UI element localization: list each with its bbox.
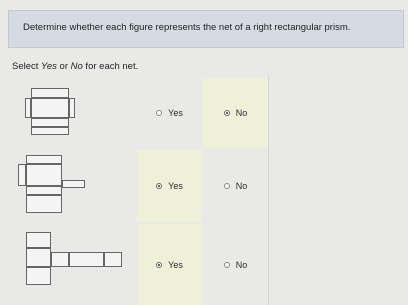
net-1-face	[69, 98, 75, 118]
net-2-face	[62, 180, 85, 188]
net-figure-2	[18, 155, 88, 215]
net-3-face	[51, 252, 69, 267]
column-divider	[268, 76, 269, 305]
instructions: Select Yes or No for each net.	[12, 61, 139, 72]
q1-yes-option[interactable]: Yes	[137, 78, 202, 148]
net-1-face	[31, 127, 69, 135]
q2-yes-option[interactable]: Yes	[137, 150, 202, 222]
net-3-face	[26, 267, 51, 285]
net-2-face	[26, 164, 62, 186]
net-figure-1	[25, 88, 75, 138]
radio-icon	[224, 183, 230, 189]
net-1-face	[31, 88, 69, 98]
net-3-face	[69, 252, 104, 267]
net-2-face	[26, 186, 62, 195]
net-3-face	[26, 232, 51, 248]
net-3-face	[26, 248, 51, 267]
radio-icon	[224, 262, 230, 268]
question-banner	[8, 10, 404, 48]
net-1-face	[31, 118, 69, 127]
net-figure-3	[26, 232, 126, 290]
net-2-face	[26, 155, 62, 164]
radio-selected-icon	[224, 110, 230, 116]
q2-no-option[interactable]: No	[203, 150, 268, 222]
question-text: Determine whether each figure represents the net of a right rectangular prism.	[23, 22, 351, 33]
q3-no-option[interactable]: No	[203, 224, 268, 305]
radio-icon	[156, 110, 162, 116]
net-3-face	[104, 252, 122, 267]
net-2-face	[26, 195, 62, 213]
net-2-face	[18, 164, 26, 186]
q1-no-option[interactable]: No	[203, 78, 268, 148]
radio-selected-icon	[156, 183, 162, 189]
q3-yes-option[interactable]: Yes	[137, 224, 202, 305]
net-1-face	[31, 98, 69, 118]
radio-selected-icon	[156, 262, 162, 268]
